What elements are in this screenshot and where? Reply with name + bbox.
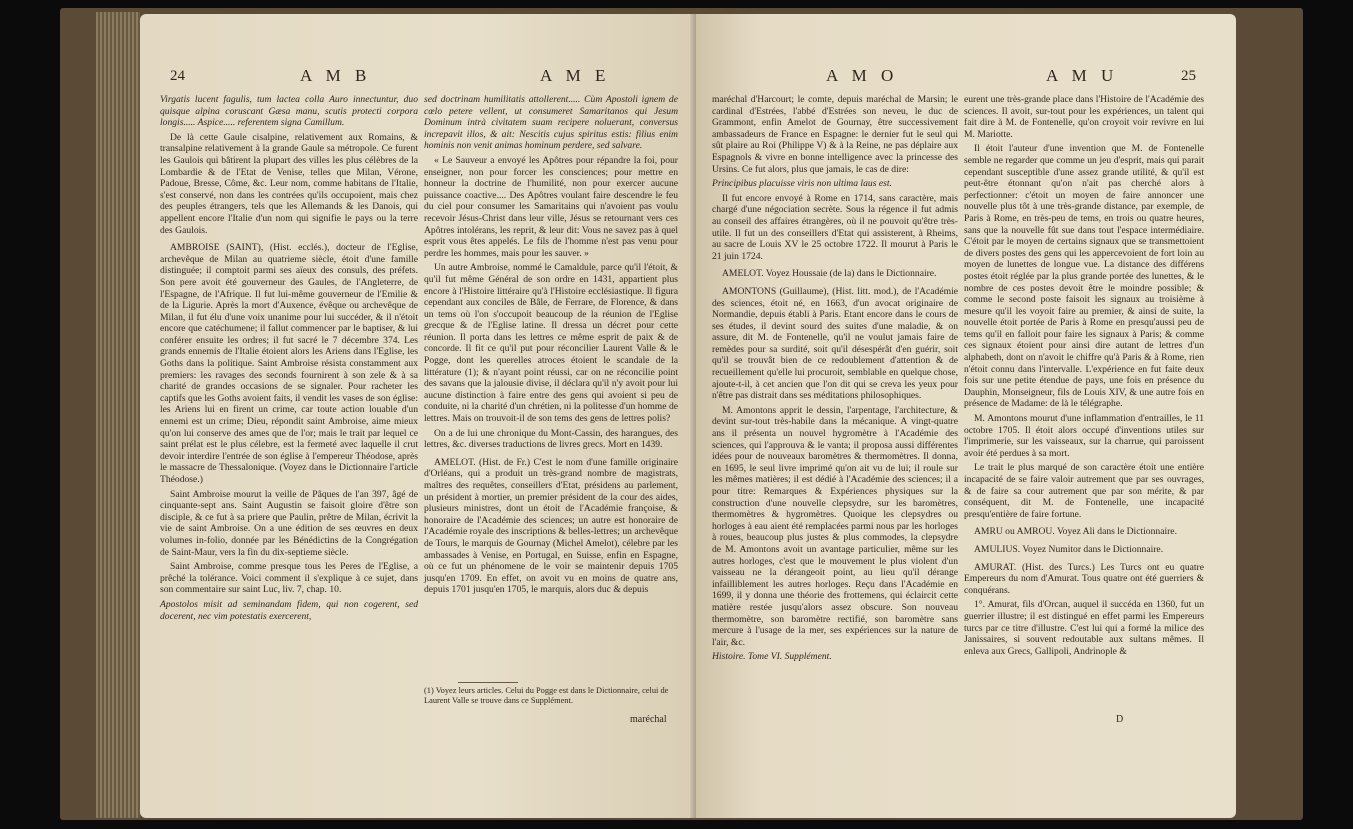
paragraph: AMONTONS (Guillaume), (Hist. litt. mod.), de l'Académie des sciences, étoit né, en 1663, d'un avocat originaire de Normandie, depuis établi à Paris. Etant encore dans le cours de ses études, il devint sourd des suites d'une maladie, & on assure, dit M. de Fontenelle, qu'il ne voulut jamais faire de remèdes pour sa surdité, soit qu'il désespérât d'en guérir, soit qu'il se trouvât bien de ce redoublement d'attention & de recueillement qu'elle lui procuroit, semblable en quelque chose, ajoute-t-il, à cet ancien que l'on dit qui se creva les yeux pour n'être pas distrait dans ses méditations philosophiques. (712, 285, 958, 402)
signature-mark: D (1116, 714, 1124, 725)
paragraph: AMELOT. Voyez Houssaie (de la) dans le Dictionnaire. (722, 268, 937, 280)
paragraph: Un autre Ambroise, nommé le Camaldule, parce qu'il l'étoit, & qu'il fut même Général de son ordre en 1431, appartient plus encore à l'Histoire littéraire qu'à l'Histoire ecclésiastique. Il figura cependant aux conciles de Bâle, de Ferrare, de Florence, & dans un tems où l'on s'occupoit beaucoup de la réunion de l'Eglise grecque & de l'Eglise latine. Il dressa un décret pour cette réunion. Il porta dans les lettres ce même esprit de paix & de concorde. Il fit ce qu'il put pour réconcilier Laurent Valle & le Pogge, dont les querelles atroces étoient le scandale de la littérature (1); & n'ayant point réussi, car on ne réconcilie point des savans que la jalousie divise, il déclara qu'il n'y avoit pour lui aucune distinction à faire entre des gens qui avoient si peu de conduite, ni la charité d'un chrétien, ni la politesse d'un homme de lettres. Mais on trouvoit-il de son tems des gens de lettres polis? (424, 262, 678, 425)
paragraph: De là cette Gaule cisalpine, relativement aux Romains, & transalpine relativement à la grande Gaule sa métropole. Ce furent les Gaulois qui bâtirent la plupart des villes les plus célèbres de la Lombardie & de l'Etat de Venise, telles que Milan, Vérone, Padoue, Bresse, Côme, &c. Leur nom, comme habitans de l'Italie, s'est conservé, non dans les contrées qu'ils occupoient, mais chez des peuples étrangers, tels que les Allemands & les Danois, qui appellent encore l'Italie d'un nom qui signifie le pays ou la terre des Gaulois. (160, 131, 418, 236)
paragraph: M. Amontons apprit le dessin, l'arpentage, l'architecture, & devint sur-tout très-habile dans la mécanique. A vingt-quatre ans il présenta un nouvel hygromètre à l'Académie des sciences, qui l'approuva & le vanta; il proposa aussi différentes idées pour de nouveaux baromètres & thermomètres. Il donna, en 1695, le seul livre imprimé qu'on ait vu de lui; il roule sur les mêmes matières; il est dédié à l'Académie des sciences; il a pour titre: Remarques & Expériences physiques sur la construction d'une nouvelle clepsydre, sur les baromètres, thermomètres & hygromètres. Quoique les clepsydres ou horloges à eau aient été remplacées parmi nous par les horloges à roues, beaucoup plus justes & plus commodes, la clepsydre de M. Amontons avoit un avantage particulier, même sur les autres horloges, c'est que le mouvement le plus violent d'un vaisseau ne la dérangeoit point, au lieu qu'il dérange infailliblement les autres horloges. Reçu dans l'Académie en 1699, il y donna une théorie des frottemens, qui éclaircit cette matière restée jusqu'alors assez obscure. Son nouveau thermomètre, son baromètre rectifié, son baromètre sans mercure à l'usage de la mer, ses expériences sur la nature de l'air, &c. (712, 404, 958, 648)
paragraph: Il étoit l'auteur d'une invention que M. de Fontenelle semble ne regarder que comme un jeu d'esprit, mais qui parait cependant susceptible d'une assez grande utilité, & qu'il est peut-être étonnant qu'on n'ait pas cherché alors à perfectionner: c'étoit un moyen de faire annoncer une nouvelle plus tôt à une très-grande distance, par exemple, de Paris à Rome, en très-peu de tems, en trois ou quatre heures, sans que la nouvelle fût sue dans tout l'espace intermédiaire. C'étoit par le moyen de certains signaux que se transmettoient de divers postes des gens qui les appercevoient de fort loin au moyen de lunettes de longue vue. La distance des différens postes étoit réglée par la plus grande portée des lunettes, & le nombre de ces postes devoit être le moindre possible; & comme le second poste faisoit les signaux au troisième à mesure qu'il les voyoit faire au premier, & ainsi de suite, la nouvelle étoit portée de Paris à Rome en presqu'aussi peu de tems qu'il en falloit pour faire les signaux à Paris; & comme ces signaux étoient pour ainsi dire autant de lettres d'un alphabeth, dont on n'avoit le chiffre qu'à Paris & à Rome, rien n'étoit connu dans l'intervalle. L'expérience en fut faite deux fois sur une petite étendue de pays, une fois en présence du Dauphin, Monseigneur, fils de Louis XIV, & une autre fois en présence de Madame: de là le télégraphe. (964, 143, 1204, 410)
paragraph: sed doctrinam humilitatis attollerent..... Cùm Apostoli ignem de cœlo petere vellent, ut consumeret Samaritanos qui Jesum Dominum intrà civitatem suam recipere noluerant, conversus increpavit illos, & ait: Nescitis cujus spiritus estis: filius enim hominis non venit animas hominum perdere, sed salvare. (424, 94, 678, 152)
right-column-1 (712, 94, 958, 666)
catchword: maréchal (630, 714, 667, 725)
footnote-rule (458, 682, 518, 683)
right-column-2 (964, 94, 1204, 660)
paragraph: AMRU ou AMROU. Voyez Ali dans le Dictionnaire. (974, 526, 1177, 538)
paragraph: maréchal d'Harcourt; le comte, depuis maréchal de Marsin; le cardinal d'Estrées, l'abbé d'Estrées son neveu, le duc de Grammont, enfin Amelot de Gournay, être successivement ambassadeurs de France en Espagne: le dernier fut le seul qui sût plaire au Roi (Philippe V) & à la Reine, ne pas déplaire aux Espagnols & vivre en bonne intelligence avec la princesse des Ursins. Ce fut alors, plus que jamais, le cas de dire: (712, 94, 958, 175)
paragraph: Virgatis lucent fagulis, tum lactea colla Auro innectuntur, duo quisque alpina coruscant Gæsa manu, scutis protecti corpora longis..... Aspice..... referentem signa Camillum. (160, 94, 418, 129)
page-edges (96, 12, 140, 818)
left-header: A M B (300, 66, 372, 85)
paragraph: M. Amontons mourut d'une inflammation d'entrailles, le 11 octobre 1705. Il étoit alors occupé d'inventions utiles sur l'imprimerie, sur les vaisseaux, sur la charrue, qui paroissent avoir été perdues à sa mort. (964, 413, 1204, 459)
paragraph: Histoire. Tome VI. Supplément. (712, 651, 832, 663)
paragraph: Principibus placuisse viris non ultima laus est. (712, 178, 892, 190)
left-header-right: A M E (540, 66, 611, 85)
left-page (140, 14, 696, 818)
paragraph: Saint Ambroise, comme presque tous les Peres de l'Eglise, a prêché la tolérance. Voici comment il s'explique à ce sujet, dans son commentaire sur saint Luc, liv. 7, chap. 10. (160, 561, 418, 596)
paragraph: Apostolos misit ad seminandam fidem, qui non cogerent, sed docerent, nec vim potestatis exercerent, (160, 598, 418, 622)
paragraph: Le trait le plus marqué de son caractère étoit une entière incapacité de se faire valoir autrement que par ses ouvrages, & de faire sa cour autrement que par son mérite, & par conséquent, dit M. de Fontenelle, une incapacité presqu'entière de faire fortune. (964, 462, 1204, 520)
paragraph: 1°. Amurat, fils d'Orcan, auquel il succéda en 1360, fut un guerrier illustre; il est distingué en effet parmi les Empereurs turcs par ce titre d'illustre. C'est lui qui a formé la milice des Janissaires, si souvent redoutable aux sultans mêmes. Il enleva aux Grecs, Gallipoli, Andrinople & (964, 599, 1204, 657)
right-page-number: 25 (1181, 68, 1196, 84)
left-column-1 (160, 94, 418, 625)
right-header-right: A M U (1046, 66, 1119, 85)
paragraph: eurent une très-grande place dans l'Histoire de l'Académie des sciences. Il avoit, sur-tout pour les expériences, un talent qui fait dire à M. de Fontenelle, qu'on croyoit voir revivre en lui M. Mariotte. (964, 94, 1204, 140)
paragraph: « Le Sauveur a envoyé les Apôtres pour répandre la foi, pour enseigner, non pour forcer les consciences; pour mettre en honneur la doctrine de l'humilité, non pour exercer aucune puissance coactive.... Des Apôtres voulant faire descendre le feu du ciel pour consumer les Samaritains qui n'avoient pas voulu recevoir Jésus-Christ dans leur ville, Jésus se retournant vers ces Apôtres intolérans, les reprit, & leur dit: Vous ne savez pas à quel esprit vous êtes appelés. Le fils de l'homme n'est pas venu pour perdre les hommes, mais pour les sauver. » (424, 154, 678, 259)
left-page-number: 24 (170, 68, 185, 84)
paragraph: AMELOT. (Hist. de Fr.) C'est le nom d'une famille originaire d'Orléans, qui a produit un très-grand nombre de magistrats, maîtres des requêtes, conseillers d'Etat, présidens au parlement, un président à mortier, un premier président de la cour des aides, plusieurs ministres, dont un étoit de l'Académie françoise, & honoraire de l'Académie des sciences; un autre est honoraire de l'Académie royale des inscriptions & belles-lettres; un archevêque de Tours, le marquis de Gournay (Michel Amelot), célebre par les ambassades à Venise, en Portugal, en Suisse, enfin en Espagne, où ce fut un phénomene de le voir se maintenir depuis 1705 jusqu'en 1709. En effet, on avoit vu en moins de quatre ans, depuis 1701 jusqu'en 1705, le marquis, alors duc & depuis (424, 456, 679, 596)
paragraph: Saint Ambroise mourut la veille de Pâques de l'an 397, âgé de cinquante-sept ans. Saint Augustin se faisoit gloire d'être son disciple, & ce fut à sa priere que Paulin, prêtre de Milan, écrivit la vie de saint Ambroise. On a une édition de ses œuvres en deux volumes in-folio, donnée par les Bénédictins de la Congrégation de Saint-Maur, vers la fin du dix-septieme siècle. (160, 488, 418, 558)
paragraph: AMBROISE (SAINT), (Hist. ecclés.), docteur de l'Eglise, archevêque de Milan au quatrieme siècle, étoit d'une famille distinguée; il comptoit parmi ses aïeux des consuls, des préfets. Son pere avoit été gouverneur des Gaules, de l'Angleterre, de l'Espagne, de l'Afrique. Il fut lui-même gouverneur de l'Emilie & de la Ligurie. Après la mort d'Auxence, évêque ou archevêque de Milan, il fut élu d'une voix unanime pour lui succéder, & il n'étoit encore que catéchumene; il fallut commencer par le baptiser, & lui conférer ensuite les ordres; il fut sacré le 7 décembre 374. Les grands ennemis de l'Italie étoient alors les Ariens dans l'Eglise, les Goths dans la politique. Saint Ambroise résista constamment aux premiers: les ravages des seconds fournirent à son zele & à sa charité de grandes occasions de se signaler. Pour racheter les captifs que les Goths avoient faits, il vendit les vases de son église: les Ariens lui en firent un crime, car toute action louable d'un ennemi est un crime; Dieu, répondit saint Ambroise, aime mieux qu'on lui conserve des ames que de l'or; mais le trait par lequel ce saint prélat est le plus célebre, est la fermeté avec laquelle il crut devoir interdire l'entrée de son église à l'empereur Théodose, après le massacre de Thessalonique. (Voyez dans le Dictionnaire l'article Théodose.) (160, 242, 418, 485)
paragraph: Il fut encore envoyé à Rome en 1714, sans caractère, mais chargé d'une négociation secrète. Sous la régence il fut admis au conseil des affaires étrangères, où il ne pouvoit qu'être très-utile. Il fut un des conseillers d'Etat qui assisterent, à Rheims, au sacre de Louis XV le 25 octobre 1722. Il mourut à Paris le 21 juin 1724. (712, 192, 958, 262)
footnote: (1) Voyez leurs articles. Celui du Pogge est dans le Dictionnaire, celui de Laurent Valle se trouve dans ce Supplément. (424, 686, 669, 705)
right-header-left: A M O (826, 66, 899, 85)
paragraph: AMULIUS. Voyez Numitor dans le Dictionnaire. (974, 543, 1164, 555)
paragraph: AMURAT. (Hist. des Turcs.) Les Turcs ont eu quatre Empereurs du nom d'Amurat. Tous quatre ont été guerriers & conquérans. (964, 561, 1204, 596)
right-page (696, 14, 1236, 818)
paragraph: On a de lui une chronique du Mont-Cassin, des harangues, des lettres, &c. diverses traductions de livres grecs. Mort en 1439. (424, 427, 678, 451)
left-column-2 (424, 94, 678, 599)
